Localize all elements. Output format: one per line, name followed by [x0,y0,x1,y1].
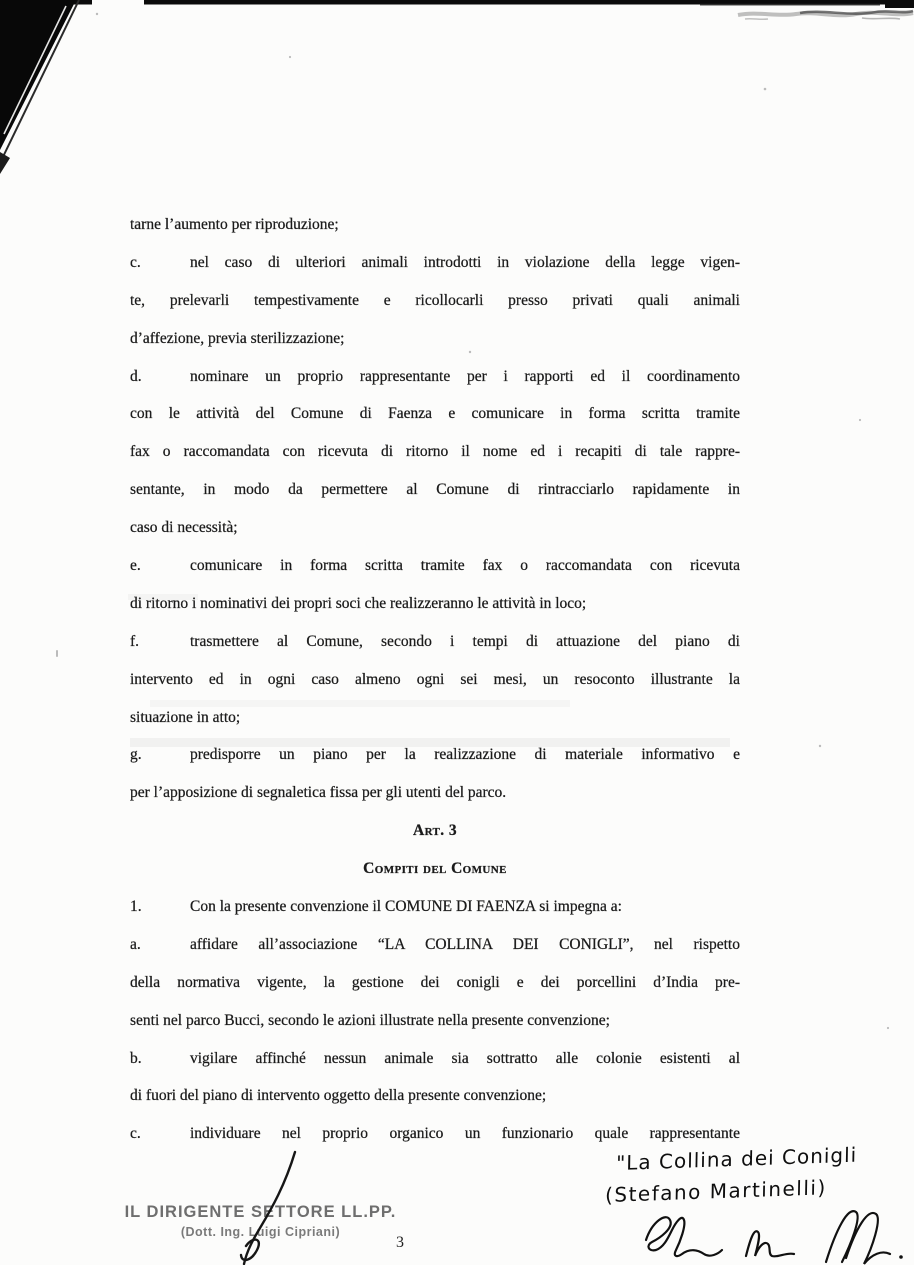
body-line: 1. Con la presente convenzione il COMUNE DI FAENZA si impegna a: [130,888,740,926]
body-line: caso di necessità; [130,519,238,537]
page-number: 3 [396,1234,404,1251]
list-number: 1. [130,898,142,916]
body-line: con le attività del Comune di Faenza e comunicare in forma scritta tramite [130,405,740,423]
body-line: b. vigilare affinché nessun animale sia sottratto alle colonie esistenti al [130,1040,740,1078]
body-line: f. trasmettere al Comune, secondo i tempi di attuazione del piano di [130,623,740,661]
official-signature-block [108,1203,413,1239]
list-letter: b. [130,1049,142,1067]
body-line: te, prelevarli tempestivamente e ricollocarli presso privati quali animali [130,291,740,309]
corner-fold-artifact [0,0,79,174]
list-letter: e. [130,557,141,575]
official-name: (Dott. Ing. Luigi Cipriani) [180,1225,341,1239]
list-letter: c. [130,253,141,271]
body-line: senti nel parco Bucci, secondo le azioni illustrate nella presente convenzione; [130,1011,610,1029]
body-line: fax o raccomandata con ricevuta di ritorno il nome ed i recapiti di tale rappre- [130,443,740,461]
list-letter: g. [130,746,142,764]
list-letter: c. [130,1125,141,1143]
body-line: d’affezione, previa sterilizzazione; [130,329,345,347]
handwriting-association-name: "La Collina dei Conigli [615,1142,858,1176]
body-line: g. predisporre un piano per la realizzazione di materiale informativo e [130,736,740,774]
body-line: sentante, in modo da permettere al Comune di rintracciarlo rapidamente in [130,481,740,499]
body-line: della normativa vigente, la gestione dei conigli e dei porcellini d’India pre- [130,973,740,991]
list-letter: d. [130,367,142,385]
signature-flourish [646,1211,903,1264]
handwriting-person-name: (Stefano Martinelli) [604,1175,827,1208]
body-line: situazione in atto; [130,708,241,726]
smudge-artifact [738,11,913,19]
body-line: tarne l’aumento per riproduzione; [130,216,339,233]
section-heading: Compiti del Comune [363,860,507,878]
body-line: di fuori del piano di intervento oggetto della presente convenzione; [130,1087,547,1105]
list-letter: f. [130,632,140,650]
body-line: di ritorno i nominativi dei propri soci che realizzeranno le attività in loco; [130,594,587,612]
body-line: d. nominare un proprio rappresentante per i rapporti ed il coordinamento [130,358,740,396]
body-line: intervento ed in ogni caso almeno ogni sei mesi, un resoconto illustrante la [130,670,740,688]
body-line: a. affidare all’associazione “LA COLLINA DEI CONIGLI”, nel rispetto [130,926,740,964]
article-heading: Art. 3 [413,822,457,840]
official-role-title: IL DIRIGENTE SETTORE LL.PP. [124,1203,397,1221]
body-line: e. comunicare in forma scritta tramite fax o raccomandata con ricevuta [130,547,740,585]
list-letter: a. [130,935,141,953]
body-line: c. individuare nel proprio organico un funzionario quale rappresentante [130,1115,740,1153]
top-edge-artifact [62,0,914,8]
body-line: per l’apposizione di segnaletica fissa per gli utenti del parco. [130,784,507,802]
body-line: c. nel caso di ulteriori animali introdotti in violazione della legge vigen- [130,244,740,282]
document-text-column [130,206,740,1153]
